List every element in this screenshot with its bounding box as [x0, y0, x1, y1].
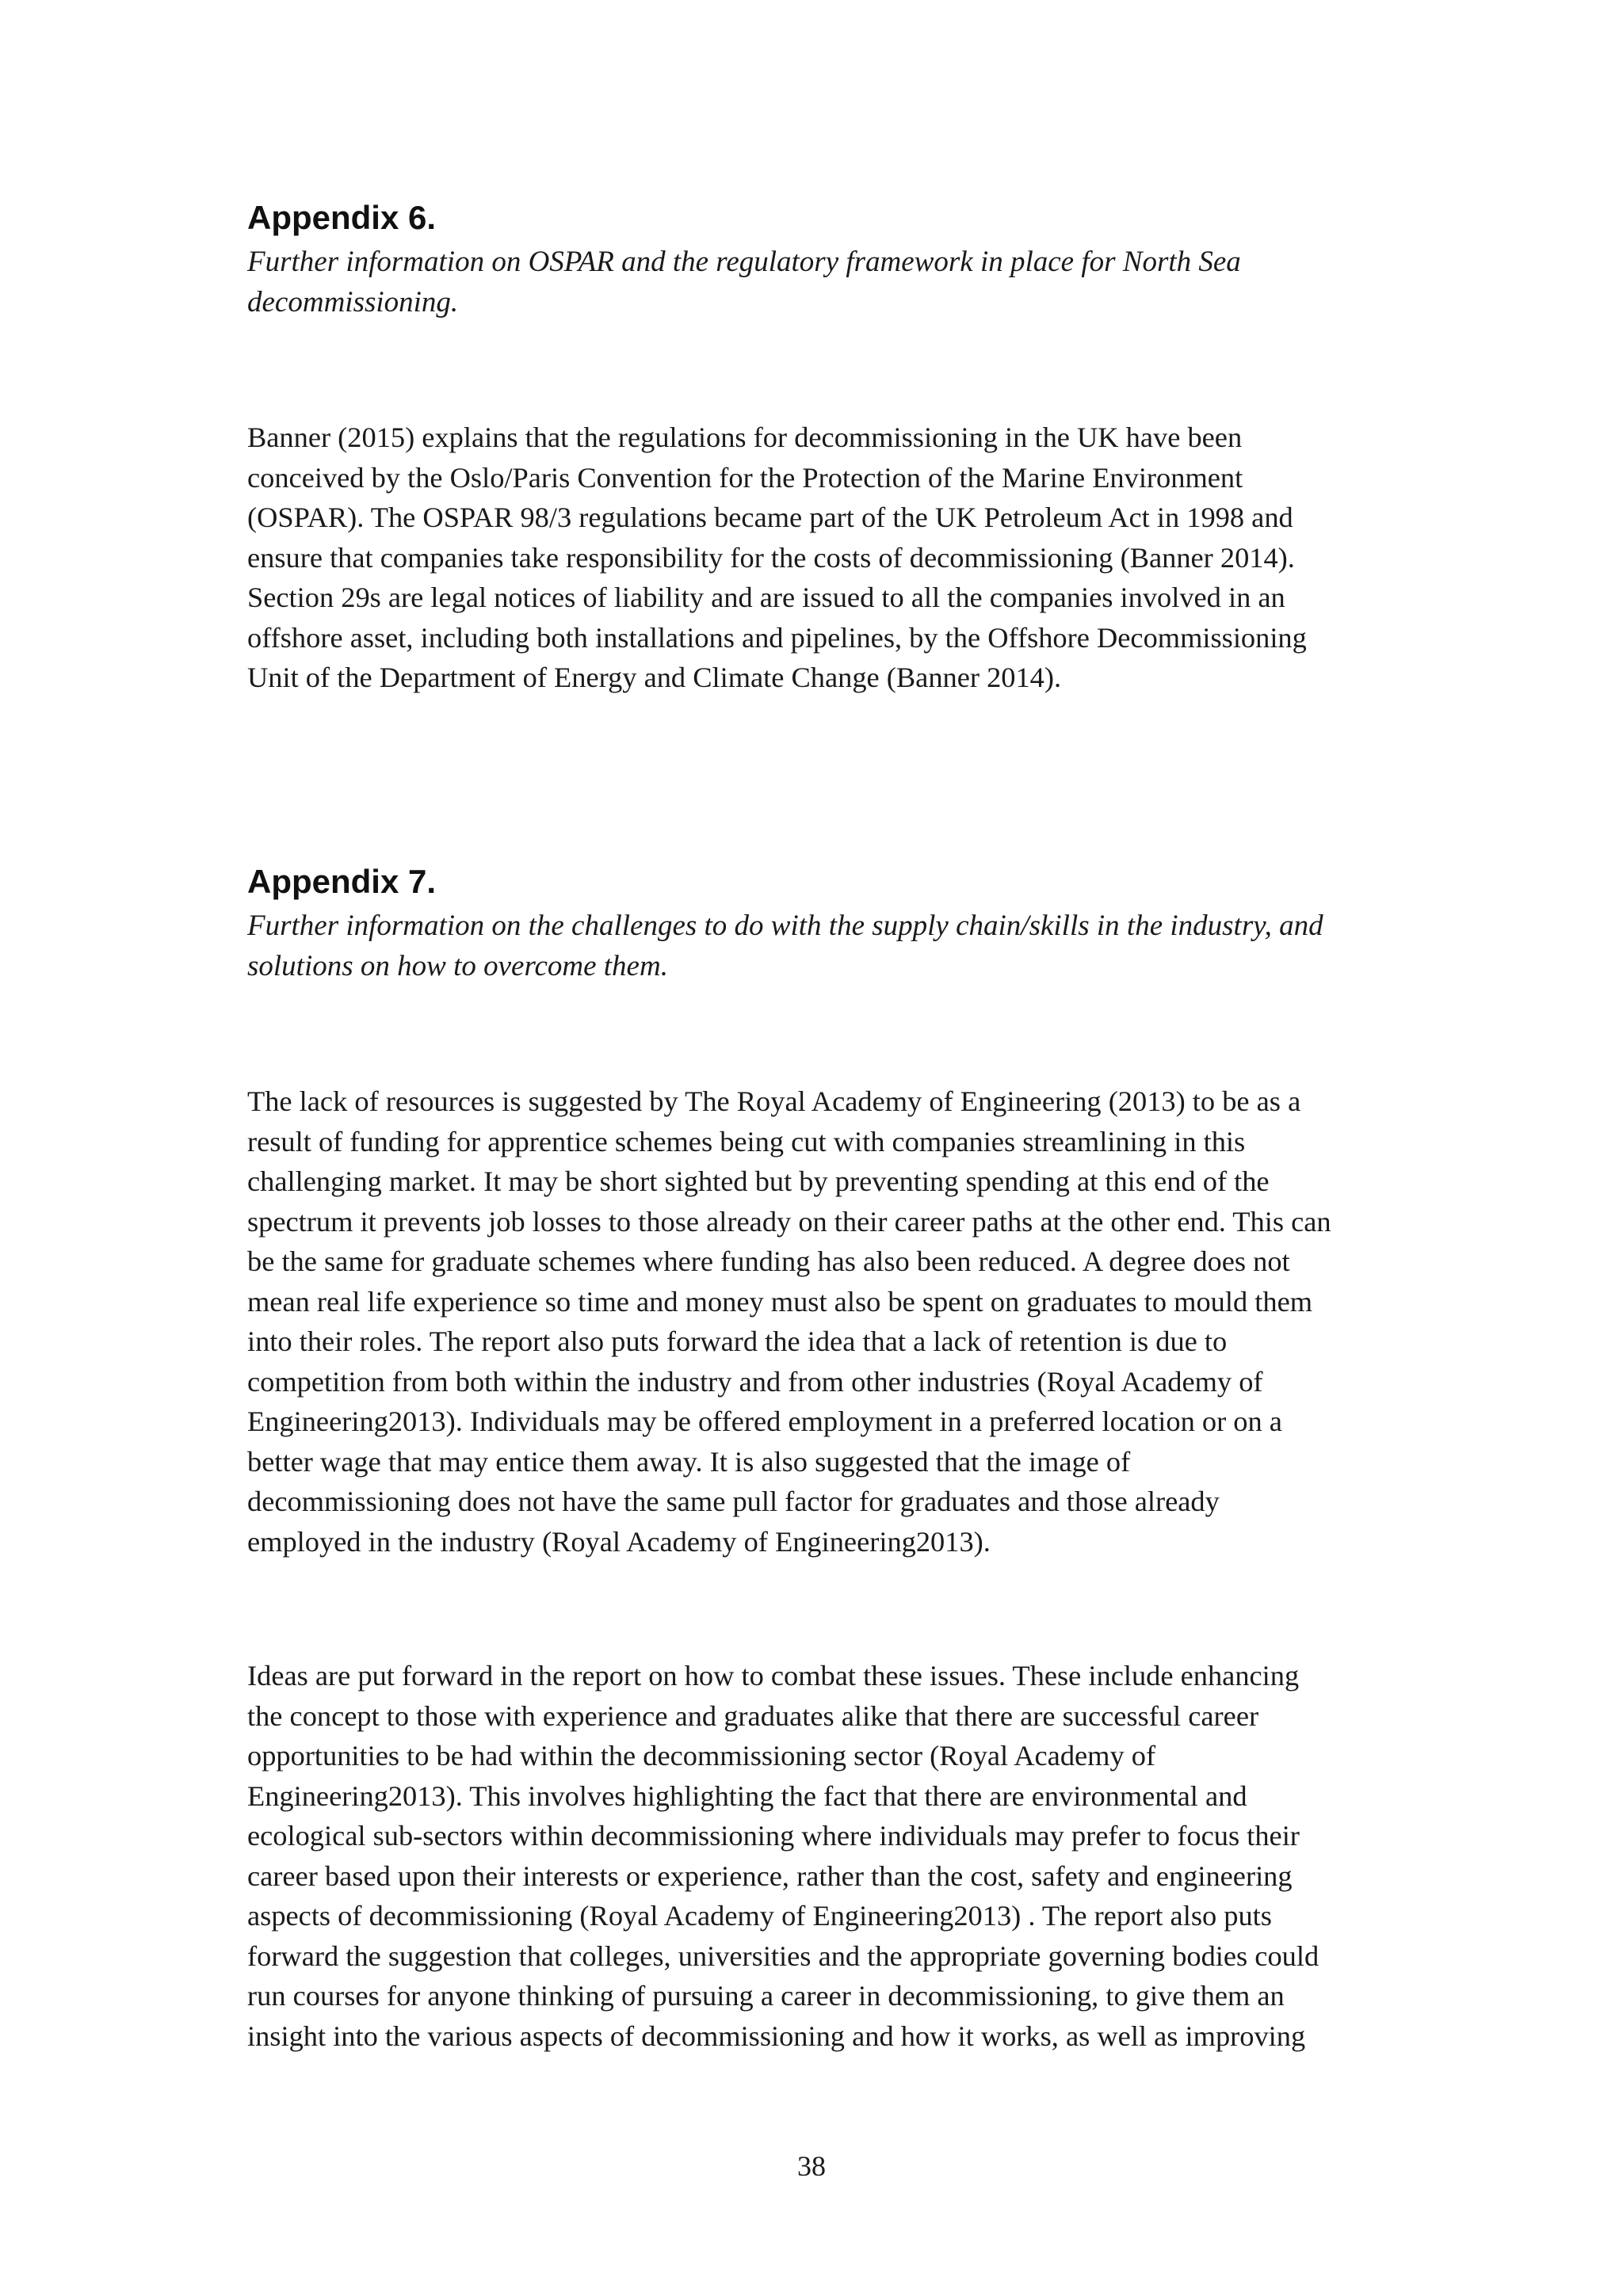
paragraph-line: aspects of decommissioning (Royal Academy of Engineering2013) . The report also puts [247, 1900, 1272, 1932]
appendix-6-paragraph [247, 418, 1388, 698]
paragraph-line: spectrum it prevents job losses to those already on their career paths at the other end. This can [247, 1205, 1331, 1238]
paragraph-line: be the same for graduate schemes where funding has also been reduced. A degree does not [247, 1245, 1290, 1277]
paragraph-line: insight into the various aspects of decommissioning and how it works, as well as improving [247, 2019, 1306, 2052]
paragraph-line: Banner (2015) explains that the regulations for decommissioning in the UK have been [247, 421, 1243, 453]
paragraph-line: opportunities to be had within the decommissioning sector (Royal Academy of [247, 1740, 1156, 1772]
paragraph-line: Unit of the Department of Energy and Climate Change (Banner 2014). [247, 662, 1062, 693]
paragraph-line: Section 29s are legal notices of liability and are issued to all the companies involved in an [247, 582, 1285, 613]
paragraph-line: run courses for anyone thinking of pursuing a career in decommissioning, to give them an [247, 1980, 1285, 2012]
paragraph-line: better wage that may entice them away. It is also suggested that the image of [247, 1445, 1131, 1478]
paragraph-line: The lack of resources is suggested by The Royal Academy of Engineering (2013) to be as a [247, 1085, 1301, 1117]
paragraph-line: result of funding for apprentice schemes being cut with companies streamlining in this [247, 1125, 1246, 1158]
paragraph-line: competition from both within the industry and from other industries (Royal Academy of [247, 1365, 1263, 1398]
paragraph-line: Ideas are put forward in the report on how to combat these issues. These include enhancing [247, 1660, 1300, 1691]
paragraph-line: employed in the industry (Royal Academy of Engineering2013). [247, 1525, 991, 1558]
paragraph-line: forward the suggestion that colleges, universities and the appropriate governing bodies could [247, 1939, 1319, 1972]
paragraph-line: ecological sub-sectors within decommissioning where individuals may prefer to focus their [247, 1820, 1300, 1852]
appendix-6-subtitle-line: decommissioning. [247, 285, 459, 318]
appendix-7-subtitle [247, 906, 1436, 986]
paragraph-line: the concept to those with experience and graduates alike that there are successful career [247, 1699, 1259, 1732]
appendix-6-subtitle [247, 242, 1436, 322]
appendix-6-subtitle-line: Further information on OSPAR and the regulatory framework in place for North Sea [247, 246, 1241, 278]
appendix-7-paragraph-2 [247, 1656, 1388, 2056]
paragraph-line: challenging market. It may be short sighted but by preventing spending at this end of the [247, 1165, 1270, 1197]
appendix-7-heading: Appendix 7. [247, 863, 437, 900]
paragraph-line: Engineering2013). Individuals may be offered employment in a preferred location or on a [247, 1405, 1282, 1437]
paragraph-line: offshore asset, including both installations and pipelines, by the Offshore Decommissioning [247, 621, 1307, 654]
appendix-7-paragraph-1 [247, 1081, 1388, 1562]
paragraph-line: into their roles. The report also puts forward the idea that a lack of retention is due to [247, 1325, 1228, 1357]
paragraph-line: Engineering2013). This involves highlighting the fact that there are environmental and [247, 1779, 1247, 1812]
paragraph-line: career based upon their interests or experience, rather than the cost, safety and engineering [247, 1859, 1293, 1892]
page-number: 38 [797, 2150, 826, 2182]
paragraph-line: mean real life experience so time and money must also be spent on graduates to mould them [247, 1285, 1313, 1318]
appendix-7-subtitle-line: solutions on how to overcome them. [247, 949, 668, 982]
appendix-7-subtitle-line: Further information on the challenges to do with the supply chain/skills in the industry, and [247, 910, 1323, 942]
paragraph-line: decommissioning does not have the same pull factor for graduates and those already [247, 1486, 1220, 1517]
paragraph-line: (OSPAR). The OSPAR 98/3 regulations became part of the UK Petroleum Act in 1998 and [247, 502, 1293, 533]
appendix-6-heading: Appendix 6. [247, 199, 437, 236]
paragraph-line: ensure that companies take responsibility for the costs of decommissioning (Banner 2014). [247, 541, 1295, 574]
paragraph-line: conceived by the Oslo/Paris Convention for the Protection of the Marine Environment [247, 461, 1243, 494]
